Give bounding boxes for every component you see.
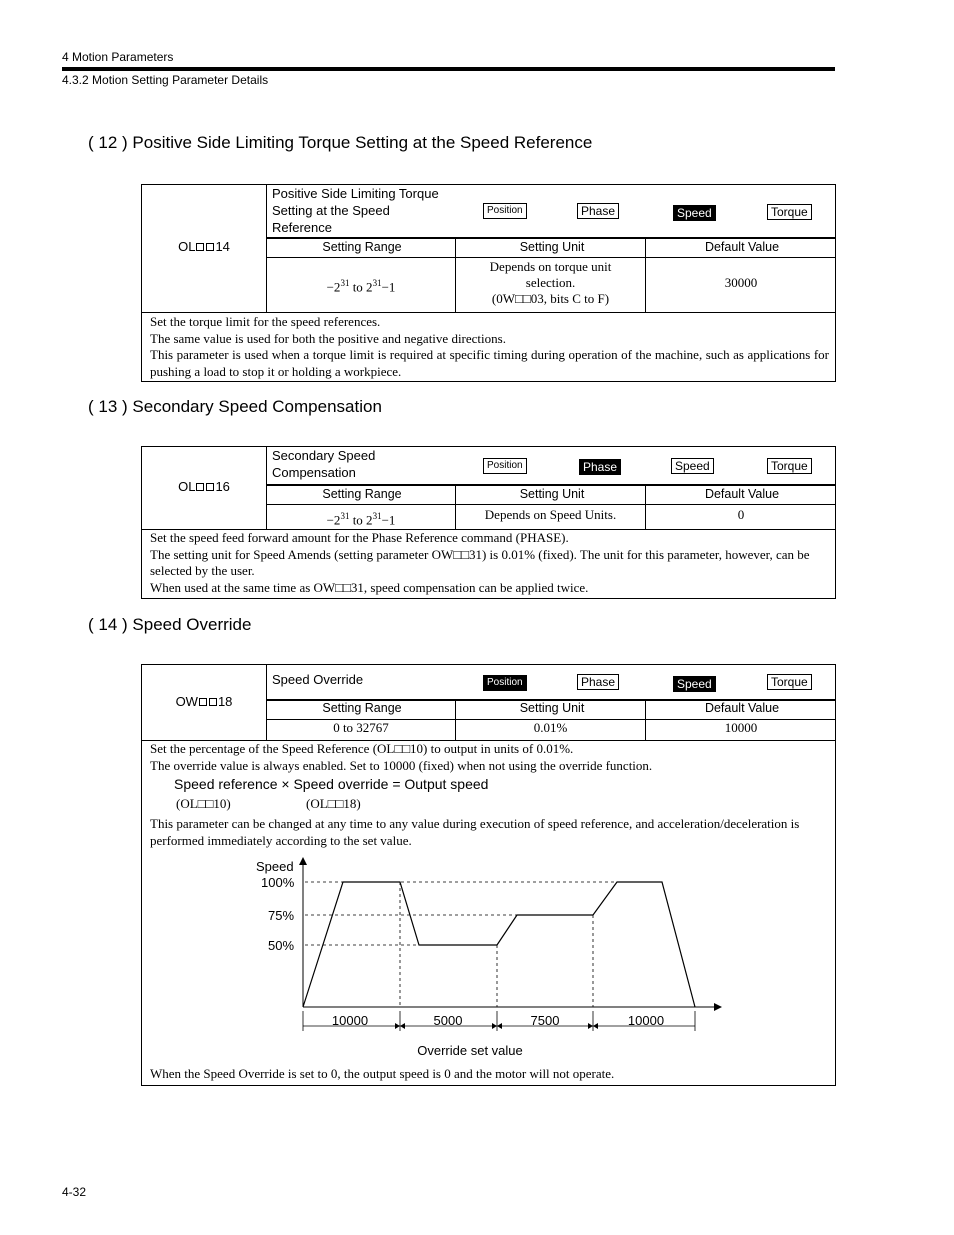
section-title-14: ( 14 ) Speed Override	[88, 615, 252, 634]
badge-torque: Torque	[767, 674, 812, 690]
placeholder-box-icon	[206, 243, 214, 251]
param-description: Set the torque limit for the speed references. The same value is used for both the positive and negative directions. This parameter is used when a torque limit is required at specific timing during operation of the machine, such as applications for pushing a load to stop it or holding a workpiece.	[150, 314, 829, 379]
param-box-14	[141, 664, 836, 1086]
page-number: 4-32	[62, 1185, 87, 1199]
segment-label-4: 10000	[627, 1013, 665, 1028]
param-prefix: OW	[175, 694, 198, 709]
placeholder-box-icon	[199, 698, 207, 706]
y-tick-100: 100%	[261, 875, 295, 890]
y-tick-75: 75%	[268, 908, 295, 923]
col-setting-range: Setting Range	[322, 487, 402, 501]
divider	[266, 484, 836, 486]
setting-unit-value: 0.01%	[533, 720, 568, 735]
segment-label-3: 7500	[530, 1013, 560, 1028]
segment-label-1: 10000	[331, 1013, 369, 1028]
param-name: Positive Side Limiting Torque Setting at the Speed Reference	[272, 186, 439, 235]
formula-sub-speed-reference: (OL□□10)	[176, 796, 231, 811]
header-section: 4.3.2 Motion Setting Parameter Details	[62, 73, 269, 87]
col-setting-unit: Setting Unit	[519, 701, 585, 715]
col-setting-range: Setting Range	[322, 240, 402, 254]
header-chapter: 4 Motion Parameters	[62, 50, 174, 64]
param-box-13	[141, 446, 836, 599]
divider	[142, 312, 836, 313]
badge-speed: Speed	[673, 205, 716, 221]
y-tick-50: 50%	[268, 938, 295, 953]
param-suffix: 16	[215, 479, 230, 494]
badge-position: Position	[483, 675, 527, 691]
param-id-cell	[142, 694, 266, 709]
default-value: 10000	[724, 720, 758, 735]
setting-range-value: 0 to 32767	[333, 720, 389, 735]
x-axis-label: Override set value	[417, 1043, 523, 1055]
badge-position: Position	[483, 458, 527, 474]
formula-sub-speed-override: (OL□□18)	[306, 796, 361, 811]
col-default-value: Default Value	[704, 240, 780, 254]
divider	[266, 237, 836, 239]
badge-phase: Phase	[579, 459, 621, 475]
param-prefix: OL	[178, 239, 196, 254]
badge-phase: Phase	[577, 674, 619, 690]
col-default-value: Default Value	[704, 701, 780, 715]
param-suffix: 14	[215, 239, 230, 254]
param-description-3: When the Speed Override is set to 0, the output speed is 0 and the motor will not operate.	[150, 1066, 615, 1081]
col-setting-range: Setting Range	[322, 701, 402, 715]
section-title-13: ( 13 ) Secondary Speed Compensation	[88, 397, 382, 416]
y-axis-label: Speed	[256, 859, 294, 874]
setting-range-value: $-2^{31}$ to $2^{31}-1$	[326, 278, 396, 295]
param-name: Speed Override	[272, 672, 364, 687]
header-rule	[62, 67, 835, 71]
segment-label-2: 5000	[433, 1013, 463, 1028]
section-title-12: ( 12 ) Positive Side Limiting Torque Setting at the Speed Reference	[88, 133, 593, 152]
speed-override-chart	[242, 855, 742, 1055]
badge-torque: Torque	[767, 204, 812, 220]
formula: Speed reference × Speed override = Output speed	[174, 776, 489, 792]
setting-unit-value: Depends on torque unit selection. (0W□□03, bits C to F)	[489, 259, 612, 306]
badge-speed: Speed	[671, 458, 714, 474]
param-id-cell	[142, 239, 266, 254]
speed-profile-line	[303, 882, 695, 1007]
divider	[266, 257, 836, 258]
default-value: 30000	[724, 275, 758, 290]
badge-speed: Speed	[673, 676, 716, 692]
badge-position: Position	[483, 203, 527, 219]
setting-range-value: $-2^{31}$ to $2^{31}-1$	[326, 511, 396, 528]
badge-torque: Torque	[767, 458, 812, 474]
param-prefix: OL	[178, 479, 196, 494]
placeholder-box-icon	[209, 698, 217, 706]
param-id-cell	[142, 479, 266, 494]
col-setting-unit: Setting Unit	[519, 487, 585, 501]
param-name: Secondary Speed Compensation	[272, 448, 376, 480]
col-default-value: Default Value	[704, 487, 780, 501]
badge-phase: Phase	[577, 203, 619, 219]
col-setting-unit: Setting Unit	[519, 240, 585, 254]
param-description-2: This parameter can be changed at any time to any value during execution of speed reference, and acceleration/deceleration is performed immediately according to the set value.	[150, 816, 800, 848]
default-value: 0	[737, 507, 745, 522]
setting-unit-value: Depends on Speed Units.	[484, 507, 617, 522]
placeholder-box-icon	[196, 483, 204, 491]
param-description: Set the speed feed forward amount for the Phase Reference command (PHASE). The setting unit for Speed Amends (setting parameter OW□□31) is 0.01% (fixed). The unit for this parameter, however, can be selected by the user. When used at the same time as OW□□31, speed compensation can be applied twice.	[150, 530, 810, 595]
placeholder-box-icon	[206, 483, 214, 491]
placeholder-box-icon	[196, 243, 204, 251]
divider	[266, 504, 836, 505]
param-box-12	[141, 184, 836, 382]
param-suffix: 18	[217, 694, 233, 709]
param-description: Set the percentage of the Speed Reference (OL□□10) to output in units of 0.01%. The override value is always enabled. Set to 10000 (fixed) when not using the override function.	[150, 741, 653, 773]
